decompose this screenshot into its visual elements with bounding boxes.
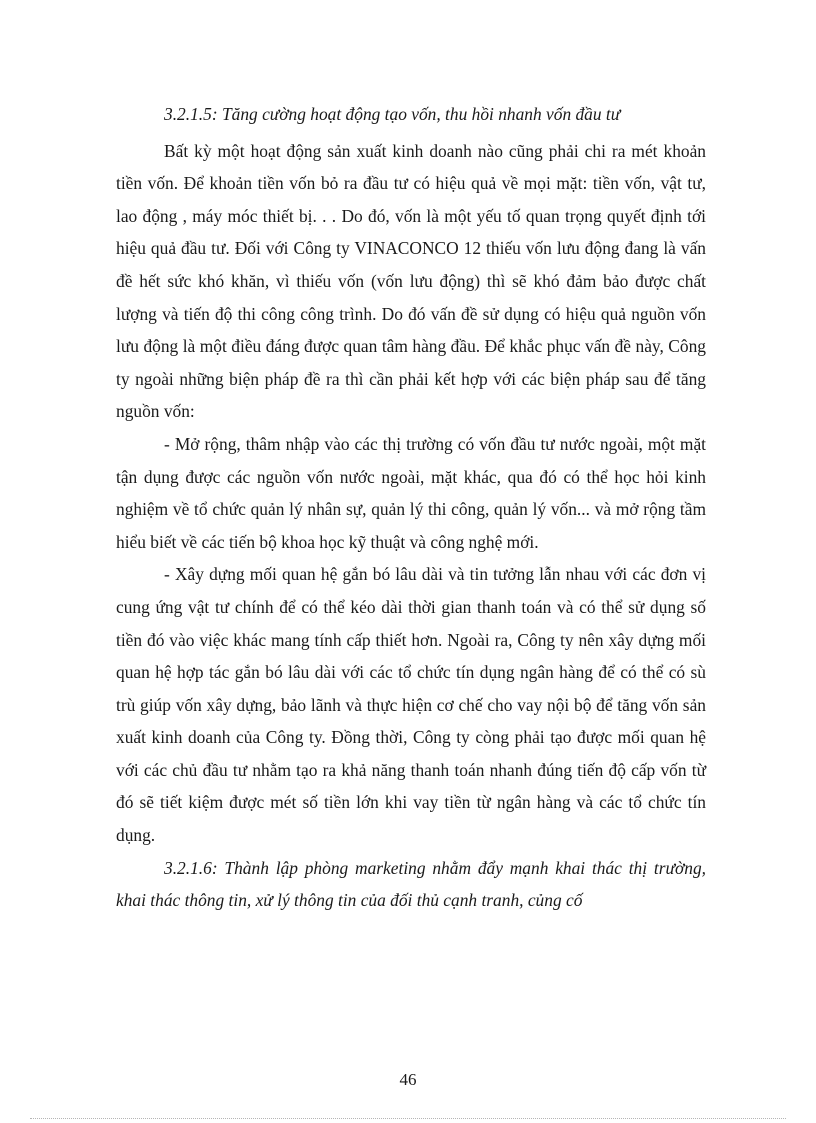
section-heading-3-2-1-5: 3.2.1.5: Tăng cường hoạt động tạo vốn, thu hồi nhanh vốn đầu tư <box>164 104 621 124</box>
document-body <box>116 98 706 917</box>
page-number: 46 <box>399 1070 417 1089</box>
page-bottom-divider <box>30 1118 786 1119</box>
body-paragraph-3: - Xây dựng mối quan hệ gắn bó lâu dài và tin tưởng lẫn nhau với các đơn vị cung ứng vật tư chính để có thể kéo dài thời gian thanh toán và có thể sử dụng số tiền đó vào việc khác mang tính cấp thiết hơn. Ngoài ra, Công ty nên xây dựng mối quan hệ hợp tác gắn bó lâu dài với các tổ chức tín dụng ngân hàng để có thể có sù trù giúp vốn xây dựng, bảo lãnh và thực hiện cơ chế cho vay nội bộ để tăng vốn sản xuất kinh doanh của Công ty. Đồng thời, Công ty còng phải tạo được mối quan hệ với các chủ đầu tư nhằm tạo ra khả năng thanh toán nhanh đúng tiến độ cấp vốn từ đó sẽ tiết kiệm được mét số tiền lớn khi vay tiền từ ngân hàng và các tổ chức tín dụng. <box>116 564 706 846</box>
body-paragraph-2: - Mở rộng, thâm nhập vào các thị trường có vốn đầu tư nước ngoài, một mặt tận dụng được các nguồn vốn nước ngoài, mặt khác, qua đó có thể học hỏi kinh nghiệm về tổ chức quản lý nhân sự, quản lý thi công, quản lý vốn... và mở rộng tầm hiểu biết về các tiến bộ khoa học kỹ thuật và công nghệ mới. <box>116 433 706 552</box>
body-paragraph-1: Bất kỳ một hoạt động sản xuất kinh doanh nào cũng phải chi ra mét khoản tiền vốn. Để khoản tiền vốn bỏ ra đầu tư có hiệu quả về mọi mặt: tiền vốn, vật tư, lao động , máy móc thiết bị. . . Do đó, vốn là một yếu tố quan trọng quyết định tới hiệu quả đầu tư. Đối với Công ty VINACONCO 12 thiếu vốn lưu động đang là vấn đề hết sức khó khăn, vì thiếu vốn (vốn lưu động) thì sẽ khó đảm bảo được chất lượng và tiến độ thi công công trình. Do đó vấn đề sử dụng có hiệu quả nguồn vốn lưu động là một điều đáng được quan tâm hàng đầu. Để khắc phục vấn đề này, Công ty ngoài những biện pháp đề ra thì cần phải kết hợp với các biện pháp sau để tăng nguồn vốn: <box>116 140 706 422</box>
section-heading-3-2-1-6: 3.2.1.6: Thành lập phòng marketing nhằm đẩy mạnh khai thác thị trường, khai thác thông tin, xử lý thông tin của đối thủ cạnh tranh, củng cố <box>116 857 706 911</box>
